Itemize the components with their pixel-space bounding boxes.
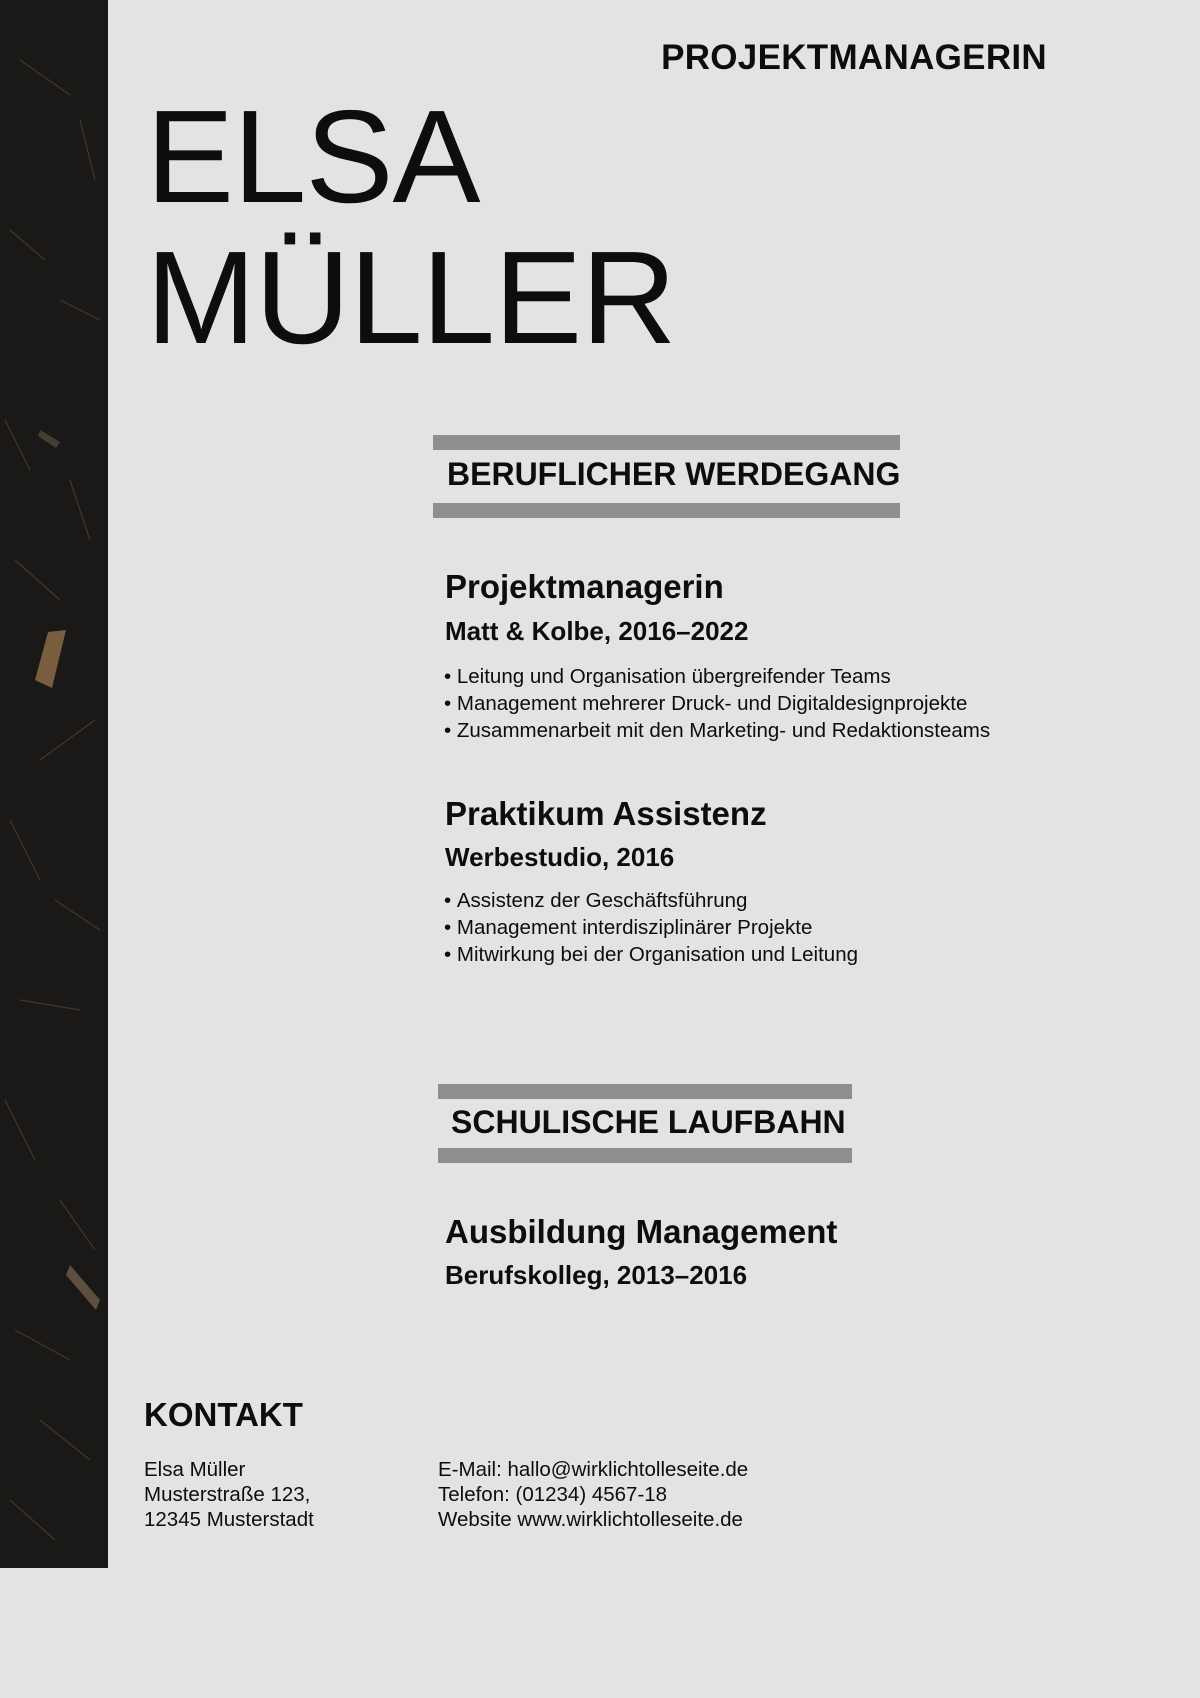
list-item: • Management interdisziplinärer Projekte (444, 914, 858, 941)
list-item: • Mitwirkung bei der Organisation und Leitung (444, 941, 858, 968)
list-item: • Assistenz der Geschäftsführung (444, 887, 858, 914)
job-employer: Matt & Kolbe, 2016–2022 (445, 616, 749, 646)
education-heading: SCHULISCHE LAUFBAHN (451, 1104, 846, 1140)
section-rule-bottom (438, 1148, 852, 1163)
list-item: • Leitung und Organisation übergreifender Teams (444, 663, 990, 690)
paper-texture (0, 0, 108, 1568)
job-title: Projektmanagerin (445, 568, 724, 605)
textured-sidebar (0, 0, 108, 1568)
contact-heading: KONTAKT (144, 1396, 303, 1433)
job-title: Praktikum Assistenz (445, 795, 767, 832)
section-rule-bottom (433, 503, 900, 518)
job-role-heading: PROJEKTMANAGERIN (661, 38, 1047, 77)
list-item: • Management mehrerer Druck- und Digitaldesignprojekte (444, 690, 990, 717)
job-bullet-list (444, 663, 990, 744)
list-item: • Zusammenarbeit mit den Marketing- und Redaktionsteams (444, 717, 990, 744)
contact-details (438, 1457, 748, 1532)
website-line: Website www.wirklichtolleseite.de (438, 1508, 743, 1531)
career-heading: BERUFLICHER WERDEGANG (447, 456, 901, 492)
education-title: Ausbildung Management (445, 1213, 838, 1250)
contact-address (144, 1457, 314, 1532)
address-line: Elsa Müller (144, 1458, 246, 1481)
phone-line: Telefon: (01234) 4567-18 (438, 1483, 668, 1506)
address-line: 12345 Musterstadt (144, 1508, 314, 1531)
section-rule-top (438, 1084, 852, 1099)
last-name: MÜLLER (146, 224, 676, 371)
first-name: ELSA (146, 83, 480, 230)
address-line: Musterstraße 123, (144, 1483, 311, 1506)
email-line: E-Mail: hallo@wirklichtolleseite.de (438, 1458, 749, 1481)
job-bullet-list (444, 887, 858, 968)
job-employer: Werbestudio, 2016 (445, 842, 675, 872)
section-rule-top (433, 435, 900, 450)
education-institution: Berufskolleg, 2013–2016 (445, 1260, 748, 1290)
